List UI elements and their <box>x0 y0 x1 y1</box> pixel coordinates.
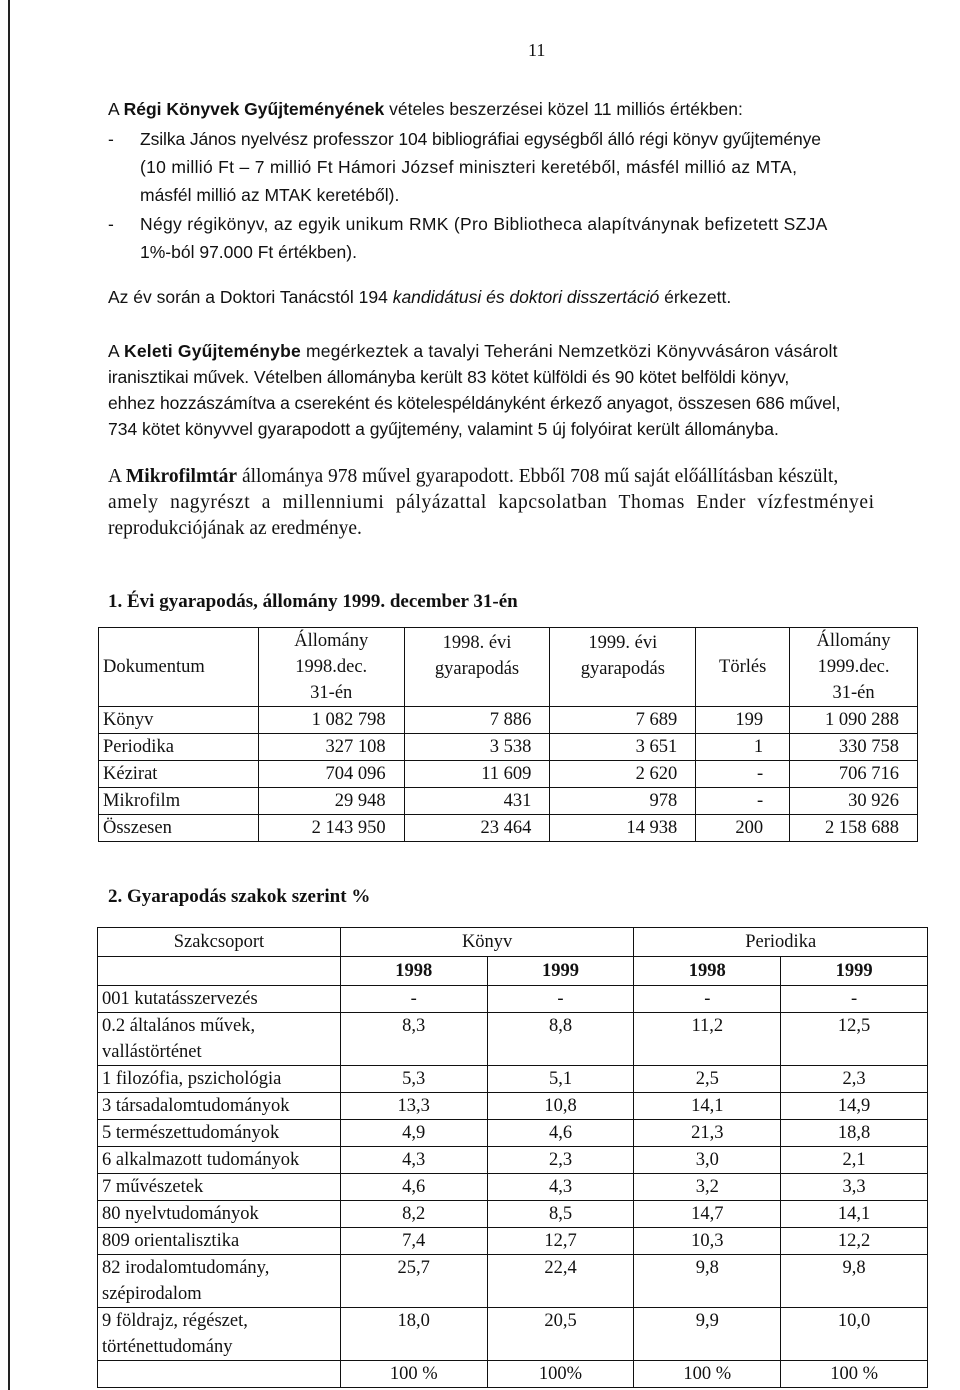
percent-cell: 7,4 <box>340 1228 487 1255</box>
bullet-line: (10 millió Ft – 7 millió Ft Hámori József miniszteri keretéből, másfél millió az MTA, <box>140 157 798 177</box>
para4-line3: reprodukciójának az eredménye. <box>108 518 362 539</box>
value-cell: 7 886 <box>404 707 550 734</box>
percent-cell: 14,1 <box>634 1093 781 1120</box>
bullet-line: másfél millió az MTAK keretéből). <box>140 185 400 205</box>
percent-cell: 10,8 <box>487 1093 634 1120</box>
table-year-header-row <box>98 957 928 986</box>
percent-cell: 100 % <box>340 1361 487 1388</box>
table-header-row <box>99 628 918 707</box>
value-cell: 200 <box>696 815 790 842</box>
percent-cell: - <box>634 986 781 1013</box>
subject-cell: 0.2 általános művek, vallástörténet <box>98 1013 341 1066</box>
bullet-item <box>108 211 953 237</box>
value-cell: 1 082 798 <box>258 707 404 734</box>
subject-cell: 1 filozófia, pszichológia <box>98 1066 341 1093</box>
section-title-1: 1. Évi gyarapodás, állomány 1999. december 31-én <box>108 591 518 612</box>
percent-cell: 2,3 <box>487 1147 634 1174</box>
percent-cell: - <box>487 986 634 1013</box>
table-row <box>98 1093 928 1120</box>
col-header: Állomány 1998.dec. 31-én <box>258 628 404 707</box>
table-row <box>98 1228 928 1255</box>
value-cell: 978 <box>550 788 696 815</box>
value-cell: - <box>696 761 790 788</box>
percent-cell: 3,0 <box>634 1147 781 1174</box>
percent-cell: 9,8 <box>781 1255 928 1308</box>
col-header-year: 1998 <box>634 957 781 986</box>
percent-cell: 14,7 <box>634 1201 781 1228</box>
subject-cell: 809 orientalisztika <box>98 1228 341 1255</box>
table-row <box>98 1120 928 1147</box>
bullet-line: 1%-ból 97.000 Ft értékben). <box>140 242 357 262</box>
page-number: 11 <box>528 40 546 60</box>
value-cell: 3 538 <box>404 734 550 761</box>
col-header: 1999. évi gyarapodás <box>550 628 696 707</box>
percent-cell: 25,7 <box>340 1255 487 1308</box>
table-row <box>98 1255 928 1308</box>
bullet-dash: - <box>108 129 114 149</box>
para4-line1: állománya 978 művel gyarapodott. Ebből 708 mű saját előállításban készült, <box>237 466 839 487</box>
col-header-szakcsoport: Szakcsoport <box>98 928 341 957</box>
value-cell: 2 620 <box>550 761 696 788</box>
row-label-cell: Periodika <box>99 734 259 761</box>
value-cell: 1 <box>696 734 790 761</box>
table-row <box>99 788 918 815</box>
value-cell: 11 609 <box>404 761 550 788</box>
percent-cell: 8,5 <box>487 1201 634 1228</box>
para2-italic: kandidátusi és doktori disszertáció <box>392 287 660 307</box>
value-cell: 30 926 <box>790 788 918 815</box>
row-label-cell: Könyv <box>99 707 259 734</box>
row-label-cell: Kézirat <box>99 761 259 788</box>
percent-cell: 22,4 <box>487 1255 634 1308</box>
percent-cell: 10,3 <box>634 1228 781 1255</box>
percent-cell: 8,3 <box>340 1013 487 1066</box>
col-header-year: 1999 <box>781 957 928 986</box>
subject-cell: 5 természettudományok <box>98 1120 341 1147</box>
percent-cell: 100 % <box>634 1361 781 1388</box>
table-row <box>98 1147 928 1174</box>
table-row <box>98 1066 928 1093</box>
para4-bold: Mikrofilmtár <box>125 466 238 487</box>
subject-cell: 001 kutatásszervezés <box>98 986 341 1013</box>
table-row <box>98 1013 928 1066</box>
value-cell: 7 689 <box>550 707 696 734</box>
value-cell: 1 090 288 <box>790 707 918 734</box>
col-header: Dokumentum <box>99 628 259 707</box>
paragraph-doktori <box>108 284 953 310</box>
para3-line2: iranisztikai művek. Vételben állományba került 83 kötet külföldi és 90 kötet belföldi könyv, <box>108 367 790 387</box>
percent-cell: 12,5 <box>781 1013 928 1066</box>
table-group-header-row <box>98 928 928 957</box>
para3-line1: megérkeztek a tavalyi Teheráni Nemzetközi Könyvvásáron vásárolt <box>300 341 838 361</box>
percent-cell: 2,5 <box>634 1066 781 1093</box>
para2-prefix: Az év során a Doktori Tanácstól 194 <box>108 287 393 307</box>
bullet-list <box>108 126 953 265</box>
percent-cell: 3,3 <box>781 1174 928 1201</box>
table-row <box>98 1201 928 1228</box>
percent-cell: 9,8 <box>634 1255 781 1308</box>
percent-cell: 4,3 <box>487 1174 634 1201</box>
percent-cell: 10,0 <box>781 1308 928 1361</box>
percent-cell: 2,1 <box>781 1147 928 1174</box>
percent-cell: 3,2 <box>634 1174 781 1201</box>
col-header-konyv: Könyv <box>340 928 634 957</box>
percent-cell: 5,1 <box>487 1066 634 1093</box>
bullet-dash: - <box>108 214 114 234</box>
table-row <box>98 1174 928 1201</box>
para1-prefix: A <box>108 99 124 119</box>
percent-cell: 2,3 <box>781 1066 928 1093</box>
para3-bold: Keleti Gyűjteménybe <box>123 341 301 361</box>
bullet-item <box>108 126 953 152</box>
value-cell: 199 <box>696 707 790 734</box>
table-row <box>98 1361 928 1388</box>
para3-prefix: A <box>108 341 124 361</box>
table-row <box>99 707 918 734</box>
percent-cell: 4,9 <box>340 1120 487 1147</box>
value-cell: 23 464 <box>404 815 550 842</box>
col-header-year: 1998 <box>340 957 487 986</box>
col-header: Állomány 1999.dec. 31-én <box>790 628 918 707</box>
percent-cell: 18,8 <box>781 1120 928 1147</box>
subject-cell <box>98 1361 341 1388</box>
value-cell: 431 <box>404 788 550 815</box>
bullet-line: Négy régikönyv, az egyik unikum RMK (Pro Bibliotheca alapítványnak befizetett SZJA <box>140 214 828 234</box>
bullet-line: Zsilka János nyelvész professzor 104 bibliográfiai egységből álló régi könyv gyűjteménye <box>140 129 821 149</box>
percent-cell: 5,3 <box>340 1066 487 1093</box>
paragraph-regi-konyvek <box>108 96 953 122</box>
percent-cell: 4,6 <box>487 1120 634 1147</box>
value-cell: 704 096 <box>258 761 404 788</box>
para4-prefix: A <box>108 466 126 487</box>
subject-cell: 6 alkalmazott tudományok <box>98 1147 341 1174</box>
value-cell: - <box>696 788 790 815</box>
para3-line3: ehhez hozzászámítva a csereként és kötelespéldányként érkező anyagot, összesen 686 művel, <box>108 393 841 413</box>
percent-cell: 9,9 <box>634 1308 781 1361</box>
row-label-cell: Mikrofilm <box>99 788 259 815</box>
percent-cell: 13,3 <box>340 1093 487 1120</box>
subject-cell: 80 nyelvtudományok <box>98 1201 341 1228</box>
percent-cell: 11,2 <box>634 1013 781 1066</box>
percent-cell: 21,3 <box>634 1120 781 1147</box>
row-label-cell: Összesen <box>99 815 259 842</box>
percent-cell: 8,8 <box>487 1013 634 1066</box>
para3-line4: 734 kötet könyvvel gyarapodott a gyűjtemény, valamint 5 új folyóirat került állományba. <box>108 419 779 439</box>
paragraph-keleti <box>108 338 953 442</box>
value-cell: 14 938 <box>550 815 696 842</box>
percent-cell: 20,5 <box>487 1308 634 1361</box>
table-annual-growth <box>98 627 918 842</box>
col-header: Törlés <box>696 628 790 707</box>
subject-cell: 3 társadalomtudományok <box>98 1093 341 1120</box>
table-row <box>99 734 918 761</box>
percent-cell: 12,2 <box>781 1228 928 1255</box>
percent-cell: 18,0 <box>340 1308 487 1361</box>
value-cell: 330 758 <box>790 734 918 761</box>
percent-cell: 14,1 <box>781 1201 928 1228</box>
value-cell: 2 158 688 <box>790 815 918 842</box>
col-header: 1998. évi gyarapodás <box>404 628 550 707</box>
percent-cell: 4,3 <box>340 1147 487 1174</box>
percent-cell: 14,9 <box>781 1093 928 1120</box>
value-cell: 29 948 <box>258 788 404 815</box>
percent-cell: 8,2 <box>340 1201 487 1228</box>
subject-cell: 7 művészetek <box>98 1174 341 1201</box>
value-cell: 706 716 <box>790 761 918 788</box>
col-header-year: 1999 <box>487 957 634 986</box>
percent-cell: 100% <box>487 1361 634 1388</box>
percent-cell: 4,6 <box>340 1174 487 1201</box>
table-row <box>99 815 918 842</box>
col-header-periodika: Periodika <box>634 928 928 957</box>
table-row <box>98 986 928 1013</box>
table-row <box>98 1308 928 1361</box>
value-cell: 3 651 <box>550 734 696 761</box>
para1-rest: vételes beszerzései közel 11 milliós értékben: <box>384 99 743 119</box>
value-cell: 2 143 950 <box>258 815 404 842</box>
percent-cell: 12,7 <box>487 1228 634 1255</box>
percent-cell: - <box>781 986 928 1013</box>
para1-bold: Régi Könyvek Gyűjteményének <box>123 99 385 119</box>
page-margin-line <box>8 0 10 1390</box>
value-cell: 327 108 <box>258 734 404 761</box>
subject-cell: 82 irodalomtudomány, szépirodalom <box>98 1255 341 1308</box>
para4-line2: amely nagyrészt a millenniumi pályázattal kapcsolatban Thomas Ender vízfestményei <box>108 492 875 513</box>
table-growth-by-subject <box>97 927 928 1388</box>
percent-cell: - <box>340 986 487 1013</box>
para2-suffix: érkezett. <box>659 287 732 307</box>
subject-cell: 9 földrajz, régészet, történettudomány <box>98 1308 341 1361</box>
section-title-2: 2. Gyarapodás szakok szerint % <box>108 886 371 907</box>
table-row <box>99 761 918 788</box>
percent-cell: 100 % <box>781 1361 928 1388</box>
paragraph-mikrofilmtar <box>108 464 953 542</box>
col-header-empty <box>98 957 341 986</box>
